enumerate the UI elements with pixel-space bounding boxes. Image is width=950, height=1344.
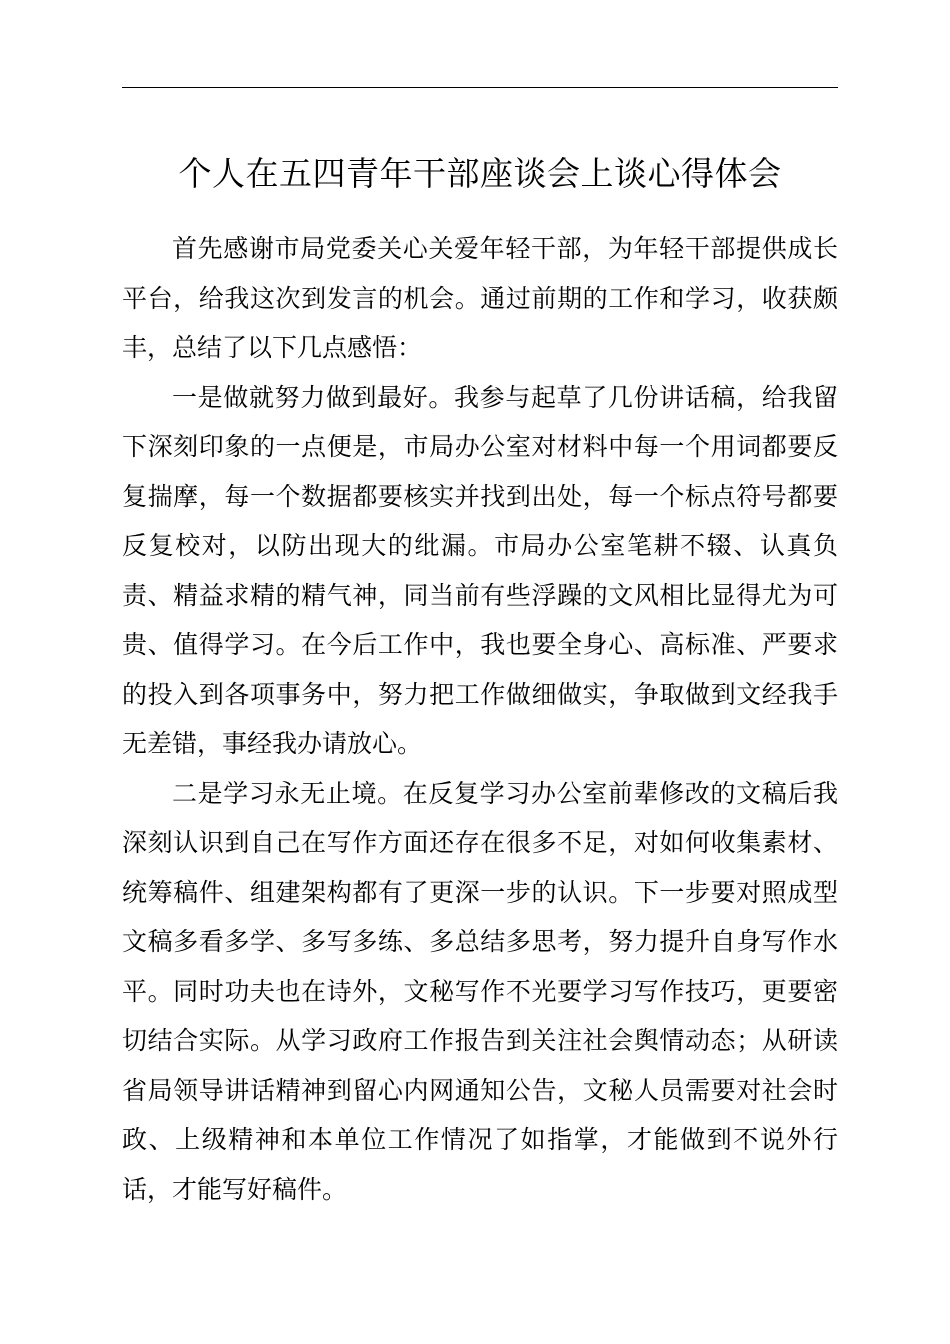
paragraph-intro: 首先感谢市局党委关心关爱年轻干部，为年轻干部提供成长平台，给我这次到发言的机会。通过前期的工作和学习，收获颇丰，总结了以下几点感悟： [122, 234, 838, 362]
paragraph-point-one: 一是做就努力做到最好。我参与起草了几份讲话稿，给我留下深刻印象的一点便是，市局办公室对材料中每一个用词都要反复揣摩，每一个数据都要核实并找到出处，每一个标点符号都要反复校对，以防出现大的纰漏。市局办公室笔耕不辍、认真负责、精益求精的精气神，同当前有些浮躁的文风相比显得尤为可贵、值得学习。在今后工作中，我也要全身心、高标准、严要求的投入到各项事务中，努力把工作做细做实，争取做到文经我手无差错，事经我办请放心。 [122, 382, 838, 758]
paragraph-point-two: 二是学习永无止境。在反复学习办公室前辈修改的文稿后我深刻认识到自己在写作方面还存在很多不足，对如何收集素材、统筹稿件、组建架构都有了更深一步的认识。下一步要对照成型文稿多看多学、多写多练、多总结多思考，努力提升自身写作水平。同时功夫也在诗外，文秘写作不光要学习写作技巧，更要密切结合实际。从学习政府工作报告到关注社会舆情动态；从研读省局领导讲话精神到留心内网通知公告，文秘人员需要对社会时政、上级精神和本单位工作情况了如指掌，才能做到不说外行话，才能写好稿件。 [122, 778, 838, 1204]
document-title: 个人在五四青年干部座谈会上谈心得体会 [178, 154, 782, 193]
header-rule [122, 87, 838, 88]
document-body [122, 224, 838, 1214]
